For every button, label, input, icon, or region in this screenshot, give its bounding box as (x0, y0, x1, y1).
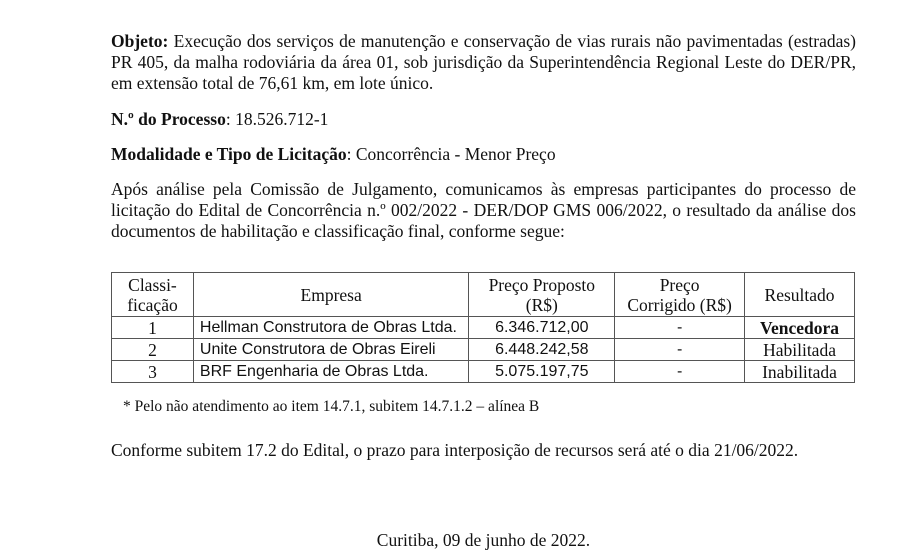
cell-empresa: Unite Construtora de Obras Eireli (193, 339, 468, 361)
processo-value: : 18.526.712-1 (225, 109, 329, 129)
results-table (111, 272, 855, 383)
cell-preco-corrigido: - (615, 317, 745, 339)
modalidade-label: Modalidade e Tipo de Licitação (111, 144, 347, 164)
cell-preco-proposto: 6.448.242,58 (469, 339, 615, 361)
table-row (112, 317, 855, 339)
cell-preco-proposto: 6.346.712,00 (469, 317, 615, 339)
table-row (112, 339, 855, 361)
local-data: Curitiba, 09 de junho de 2022. (376, 530, 591, 550)
cell-empresa: BRF Engenharia de Obras Ltda. (193, 361, 468, 383)
objeto-label: Objeto: (111, 31, 169, 51)
intro-paragraph: Após análise pela Comissão de Julgamento, comunicamos às empresas participantes do processo de licitação do Edital de Concorrência n.º 002/2022 - DER/DOP GMS 006/2022, o resultado da análise dos documentos de habilitação e classificação final, conforme segue: (111, 179, 856, 241)
header-preco-corrigido: Preço Corrigido (R$) (615, 273, 745, 317)
cell-classificacao: 2 (112, 339, 194, 361)
modalidade-line (111, 144, 856, 165)
prazo-paragraph: Conforme subitem 17.2 do Edital, o prazo para interposição de recursos será até o dia 21/06/2022. (111, 440, 799, 460)
cell-classificacao: 3 (112, 361, 194, 383)
cell-empresa: Hellman Construtora de Obras Ltda. (193, 317, 468, 339)
header-resultado: Resultado (745, 273, 855, 317)
header-preco-proposto: Preço Proposto (R$) (469, 273, 615, 317)
cell-preco-proposto: 5.075.197,75 (469, 361, 615, 383)
header-empresa: Empresa (193, 273, 468, 317)
objeto-paragraph (111, 31, 856, 94)
header-classificacao: Classi- ficação (112, 273, 194, 317)
objeto-text: Execução dos serviços de manutenção e conservação de vias rurais não pavimentadas (estradas) PR 405, da malha rodoviária da área 01, sob jurisdição da Superintendência Regional Leste do DER/PR, em extensão total de 76,61 km, em lote único. (111, 31, 856, 93)
processo-line (111, 109, 856, 130)
table-footnote: * Pelo não atendimento ao item 14.7.1, subitem 14.7.1.2 – alínea B (123, 398, 540, 415)
cell-resultado: Vencedora (745, 317, 855, 339)
cell-classificacao: 1 (112, 317, 194, 339)
modalidade-value: : Concorrência - Menor Preço (346, 144, 556, 164)
cell-resultado: Inabilitada (745, 361, 855, 383)
cell-resultado: Habilitada (745, 339, 855, 361)
processo-label: N.º do Processo (111, 109, 226, 129)
cell-preco-corrigido: - (615, 339, 745, 361)
cell-preco-corrigido: - (615, 361, 745, 383)
table-header-row (112, 273, 855, 317)
table-row (112, 361, 855, 383)
